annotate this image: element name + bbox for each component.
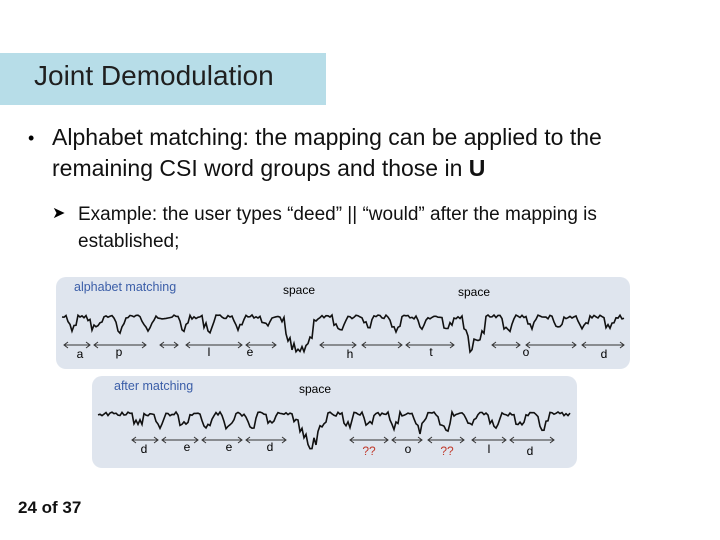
bullet-marker: • (28, 128, 35, 148)
letter-bottom-d3: d (526, 444, 534, 458)
letter-bottom-l: l (487, 442, 491, 456)
letter-top-o: o (522, 345, 530, 359)
letter-top-p: p (115, 345, 123, 359)
space-label-top-1: space (282, 283, 316, 297)
panel-title-bottom: after matching (114, 379, 194, 393)
letter-top-h: h (346, 347, 354, 361)
letter-top-a: a (76, 347, 84, 361)
alphabet-matching-panel (56, 277, 630, 369)
sub-bullet-text: Example: the user types “deed” || “would” after the mapping is established; (78, 204, 597, 252)
after-matching-panel (92, 376, 577, 468)
letter-bottom-e1: e (183, 440, 191, 454)
space-label-top-2: space (457, 285, 491, 299)
bullet-text (52, 122, 702, 184)
letter-bottom-d1: d (140, 442, 148, 456)
bullet-text-bold: U (468, 155, 486, 181)
letter-top-e: e (246, 345, 254, 359)
slide-number: 24 of 37 (18, 498, 82, 517)
letter-bottom-unknown-2: ?? (440, 444, 454, 458)
space-label-bottom: space (298, 382, 332, 396)
letter-top-d: d (600, 347, 608, 361)
letter-top-l: l (207, 345, 211, 359)
letter-bottom-unknown-1: ?? (362, 444, 376, 458)
letter-bottom-d2: d (266, 440, 274, 454)
letter-top-t: t (429, 345, 433, 359)
csi-waveform-top (56, 277, 630, 369)
arrow-bullet-icon: ➤ (52, 205, 66, 222)
slide-title: Joint Demodulation (34, 60, 274, 91)
panel-title-top: alphabet matching (74, 280, 177, 294)
bullet-text-main: Alphabet matching: the mapping can be applied to the remaining CSI word groups and those in (52, 124, 602, 181)
csi-waveform-bottom (92, 376, 577, 468)
letter-bottom-o: o (404, 442, 412, 456)
letter-bottom-e2: e (225, 440, 233, 454)
